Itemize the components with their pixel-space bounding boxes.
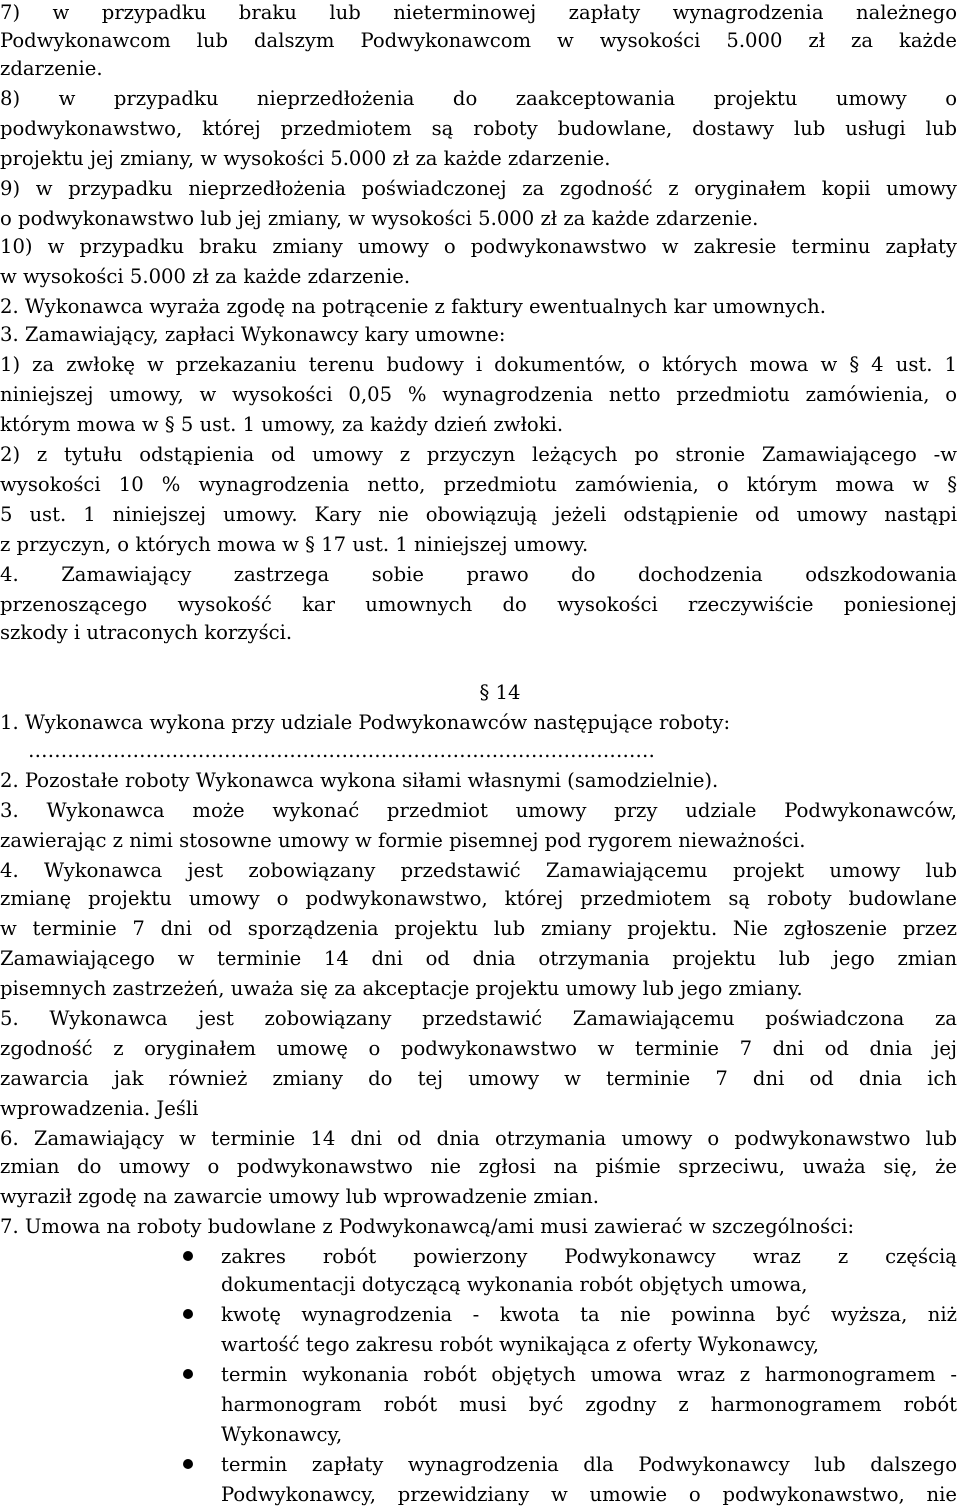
text-line: 6. Zamawiający w terminie 14 dni od dnia otrzymania umowy o podwykonawstwo lub bbox=[0, 1127, 957, 1150]
text-line: 3. Zamawiający, zapłaci Wykonawcy kary umowne: bbox=[0, 323, 506, 346]
text-line: zgodność z oryginałem umowę o podwykonawstwo w terminie 7 dni od dnia jej bbox=[0, 1037, 957, 1060]
list-item-line: harmonogram robót musi być zgodny z harmonogramem robót bbox=[221, 1393, 957, 1416]
text-line: którym mowa w § 5 ust. 1 umowy, za każdy dzień zwłoki. bbox=[0, 413, 564, 436]
text-line: 4. Zamawiający zastrzega sobie prawo do dochodzenia odszkodowania bbox=[0, 563, 957, 586]
text-line: zawarcia jak również zmiany do tej umowy w terminie 7 dni od dnia ich bbox=[0, 1067, 957, 1090]
text-line: Podwykonawcom lub dalszym Podwykonawcom w wysokości 5.000 zł za każde bbox=[0, 29, 957, 52]
text-line: zdarzenie. bbox=[0, 57, 103, 80]
list-item-line: kwotę wynagrodzenia - kwota ta nie powinna być wyższa, niż bbox=[221, 1303, 957, 1326]
text-line: przenoszącego wysokość kar umownych do wysokości rzeczywiście poniesionej bbox=[0, 593, 957, 616]
list-bullet-icon bbox=[183, 1251, 193, 1261]
list-item-line: dokumentacji dotyczącą wykonania robót objętych umowa, bbox=[221, 1273, 808, 1296]
text-line: projektu jej zmiany, w wysokości 5.000 zł za każde zdarzenie. bbox=[0, 147, 611, 170]
list-item-line: Podwykonawcy, przewidziany w umowie o podwykonawstwo, nie bbox=[221, 1483, 957, 1506]
text-line: zmianę projektu umowy o podwykonawstwo, której przedmiotem są roboty budowlane bbox=[0, 887, 957, 910]
text-line: 10) w przypadku braku zmiany umowy o podwykonawstwo w zakresie terminu zapłaty bbox=[0, 235, 957, 258]
text-line: 1) za zwłokę w przekazaniu terenu budowy i dokumentów, o których mowa w § 4 ust. 1 bbox=[0, 353, 957, 376]
text-line: 1. Wykonawca wykona przy udziale Podwykonawców następujące roboty: bbox=[0, 711, 731, 734]
text-line: wyraził zgodę na zawarcie umowy lub wprowadzenie zmian. bbox=[0, 1185, 600, 1208]
list-item-line: termin wykonania robót objętych umowa wraz z harmonogramem - bbox=[221, 1363, 957, 1386]
text-line: 7) w przypadku braku lub nieterminowej zapłaty wynagrodzenia należnego bbox=[0, 1, 957, 24]
text-line: 5 ust. 1 niniejszej umowy. Kary nie obowiązują jeżeli odstąpienie od umowy nastąpi bbox=[0, 503, 957, 526]
text-line: zmian do umowy o podwykonawstwo nie zgłosi na piśmie sprzeciwu, uważa się, że bbox=[0, 1155, 957, 1178]
dotted-fill-line: …………………………………………………………………………………… bbox=[28, 739, 655, 762]
text-line: 4. Wykonawca jest zobowiązany przedstawić Zamawiającemu projekt umowy lub bbox=[0, 859, 957, 882]
text-line: 5. Wykonawca jest zobowiązany przedstawić Zamawiającemu poświadczona za bbox=[0, 1007, 957, 1030]
text-line: 2. Wykonawca wyraża zgodę na potrącenie z faktury ewentualnych kar umownych. bbox=[0, 295, 827, 318]
text-line: wprowadzenia. Jeśli bbox=[0, 1097, 199, 1120]
text-line: 9) w przypadku nieprzedłożenia poświadczonej za zgodność z oryginałem kopii umowy bbox=[0, 177, 957, 200]
text-line: w wysokości 5.000 zł za każde zdarzenie. bbox=[0, 265, 411, 288]
text-line: 7. Umowa na roboty budowlane z Podwykonawcą/ami musi zawierać w szczególności: bbox=[0, 1215, 855, 1238]
list-item-line: wartość tego zakresu robót wynikająca z oferty Wykonawcy, bbox=[221, 1333, 819, 1356]
list-item-line: termin zapłaty wynagrodzenia dla Podwykonawcy lub dalszego bbox=[221, 1453, 957, 1476]
text-line: 8) w przypadku nieprzedłożenia do zaakceptowania projektu umowy o bbox=[0, 87, 957, 110]
text-line: wysokości 10 % wynagrodzenia netto, przedmiotu zamówienia, o którym mowa w § bbox=[0, 473, 957, 496]
text-line: podwykonawstwo, której przedmiotem są roboty budowlane, dostawy lub usługi lub bbox=[0, 117, 957, 140]
text-line: niniejszej umowy, w wysokości 0,05 % wynagrodzenia netto przedmiotu zamówienia, o bbox=[0, 383, 957, 406]
text-line: z przyczyn, o których mowa w § 17 ust. 1 niniejszej umowy. bbox=[0, 533, 589, 556]
list-bullet-icon bbox=[183, 1369, 193, 1379]
text-line: 2) z tytułu odstąpienia od umowy z przyczyn leżących po stronie Zamawiającego -w bbox=[0, 443, 957, 466]
list-bullet-icon bbox=[183, 1309, 193, 1319]
text-line: zawierając z nimi stosowne umowy w formie pisemnej pod rygorem nieważności. bbox=[0, 829, 806, 852]
section-heading: § 14 bbox=[479, 681, 521, 704]
list-item-line: zakres robót powierzony Podwykonawcy wraz z częścią bbox=[221, 1245, 957, 1268]
text-line: pisemnych zastrzeżeń, uważa się za akceptacje projektu umowy lub jego zmiany. bbox=[0, 977, 803, 1000]
text-line: w terminie 7 dni od sporządzenia projektu lub zmiany projektu. Nie zgłoszenie przez bbox=[0, 917, 957, 940]
text-line: szkody i utraconych korzyści. bbox=[0, 621, 293, 644]
text-line: o podwykonawstwo lub jej zmiany, w wysokości 5.000 zł za każde zdarzenie. bbox=[0, 207, 759, 230]
text-line: Zamawiającego w terminie 14 dni od dnia otrzymania projektu lub jego zmian bbox=[0, 947, 957, 970]
text-line: 2. Pozostałe roboty Wykonawca wykona siłami własnymi (samodzielnie). bbox=[0, 769, 719, 792]
list-bullet-icon bbox=[183, 1459, 193, 1469]
list-item-line: Wykonawcy, bbox=[221, 1423, 343, 1446]
text-line: 3. Wykonawca może wykonać przedmiot umowy przy udziale Podwykonawców, bbox=[0, 799, 957, 822]
